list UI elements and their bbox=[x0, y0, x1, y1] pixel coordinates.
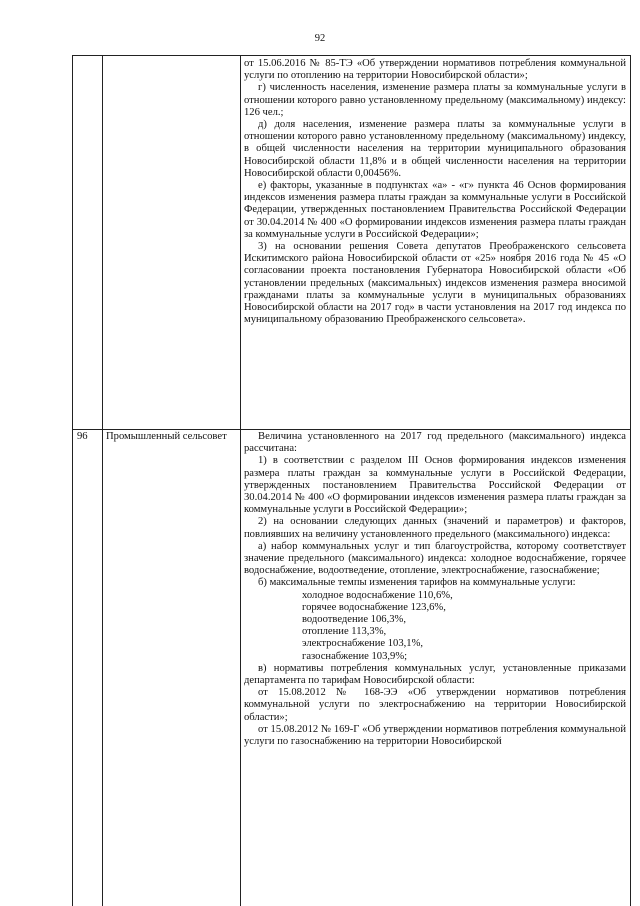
paragraph: е) факторы, указанные в подпунктах «а» - «г» пункта 46 Основ формирования индексов изменения размера платы граждан за коммунальные услуги в Российской Федерации, утвержденных постановлением Правительства Российской Федерации от 30.04.2014 № 400 «О формировании индексов изменения размера платы граждан за коммунальные услуги в Российской Федерации»; bbox=[244, 180, 626, 240]
row-number: 96 bbox=[77, 431, 88, 442]
paragraph: г) численность населения, изменение размера платы за коммунальные услуги в отношении которого равно установленному предельному (максимальному) индексу: 126 чел.; bbox=[244, 82, 626, 118]
paragraph: д) доля населения, изменение размера платы за коммунальные услуги в отношении которого равно установленному предельному (максимальному) индексу, в общей численности населения на территории муниципального образования Новосибирской области 11,8% и в общей численности населения на территории Новосибирской области 0,00456%. bbox=[244, 119, 626, 179]
row-96-text bbox=[244, 431, 626, 748]
row-divider bbox=[73, 429, 630, 430]
tariff-item: электроснабжение 103,1%, bbox=[302, 638, 424, 650]
paragraph: Величина установленного на 2017 год предельного (максимального) индекса рассчитана: bbox=[244, 431, 626, 455]
tariff-item: холодное водоснабжение 110,6%, bbox=[302, 589, 453, 601]
paragraph: 2) на основании следующих данных (значений и параметров) и факторов, повлиявших на величину установленного предельного (максимального) индекса: bbox=[244, 516, 626, 540]
paragraph: а) набор коммунальных услуг и тип благоустройства, которому соответствует значение предельного (максимального) индекса: холодное водоснабжение, горячее водоснабжение, водоотведение, отопление, электроснабжение, газоснабжение; bbox=[244, 540, 626, 577]
paragraph: б) максимальные темпы изменения тарифов на коммунальные услуги: bbox=[258, 577, 576, 589]
paragraph: от 15.08.2012 № 168-ЭЭ «Об утверждении нормативов потребления коммунальной услуги по электроснабжению на территории Новосибирской области»; bbox=[244, 687, 626, 723]
paragraph: 1) в соответствии с разделом III Основ формирования индексов изменения размера платы граждан за коммунальные услуги в Российской Федерации, утвержденных постановлением Правительства Российской Федерации от 30.04.2014 № 400 «О формировании индексов изменения размера платы граждан за коммунальные услуги в Российской Федерации»; bbox=[244, 455, 626, 516]
tariff-item: газоснабжение 103,9%; bbox=[302, 650, 408, 662]
tariff-item: водоотведение 106,3%, bbox=[302, 614, 406, 626]
tariff-item: горячее водоснабжение 123,6%, bbox=[302, 601, 446, 613]
paragraph: от 15.06.2016 № 85-ТЭ «Об утверждении нормативов потребления коммунальной услуги по отоплению на территории Новосибирской области»; bbox=[244, 58, 626, 82]
municipality-name: Промышленный сельсовет bbox=[106, 431, 227, 442]
paragraph: от 15.08.2012 № 169-Г «Об утверждении нормативов потребления коммунальной услуги по газоснабжению на территории Новосибирской bbox=[244, 723, 626, 748]
tariff-item: отопление 113,3%, bbox=[302, 626, 387, 638]
paragraph: 3) на основании решения Совета депутатов Преображенского сельсовета Искитимского района Новосибирской области от «25» ноября 2016 года № 45 «О согласовании проекта постановления Губернатора Новосибирской области «Об установлении предельных (максимальных) индексов изменения размера вносимой гражданами платы за коммунальные услуги в муниципальных образованиях Новосибирской области на 2017 год» в части установления на 2017 год индекса по муниципальному образованию Преображенского сельсовета». bbox=[244, 241, 626, 326]
paragraph: в) нормативы потребления коммунальных услуг, установленные приказами департамента по тарифам Новосибирской области: bbox=[244, 662, 626, 687]
column-divider bbox=[102, 56, 103, 906]
row-continuation-text bbox=[244, 58, 626, 326]
column-divider bbox=[240, 56, 241, 906]
indices-table bbox=[72, 55, 631, 906]
page-number: 92 bbox=[314, 33, 326, 44]
